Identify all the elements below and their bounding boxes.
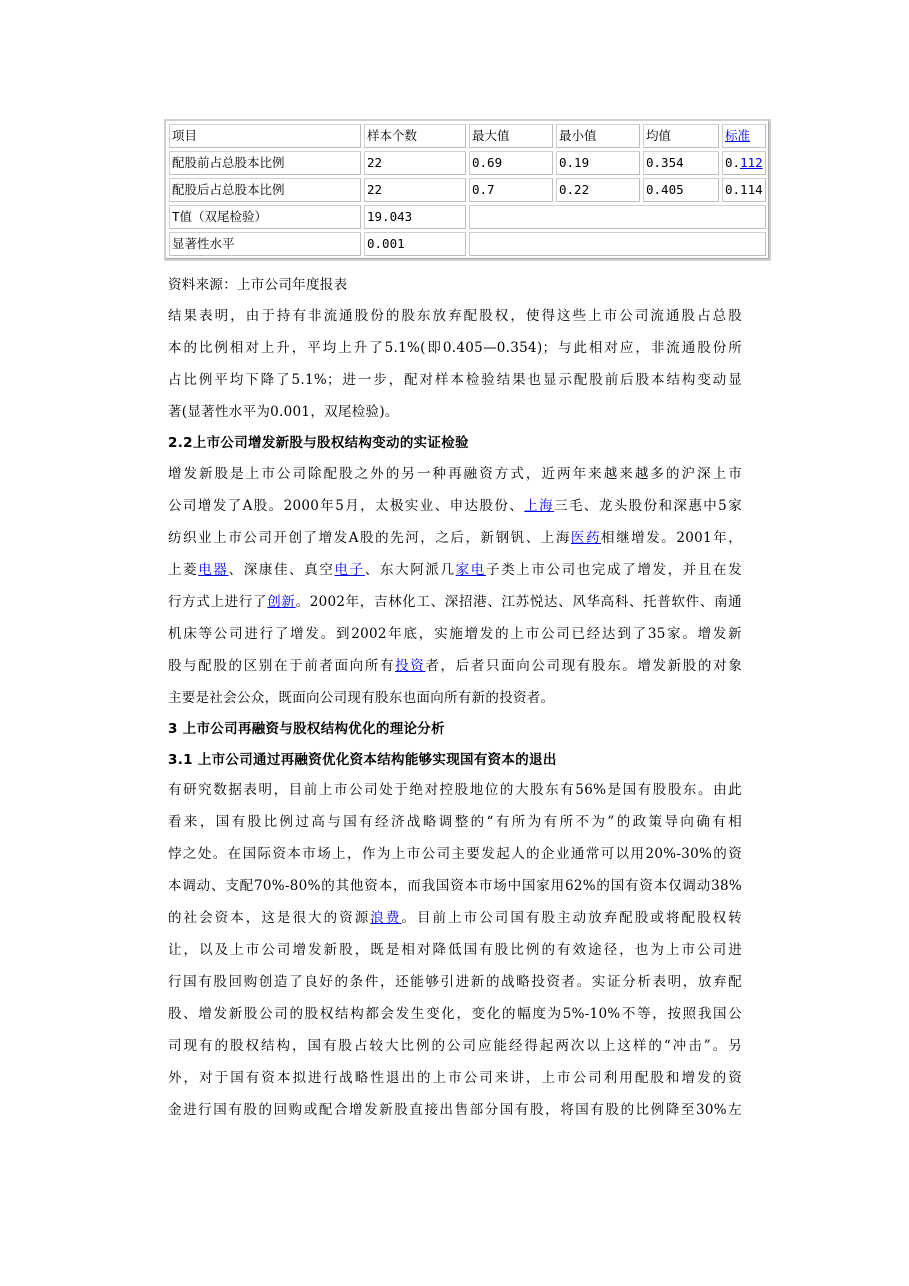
paragraph-line bbox=[168, 558, 742, 578]
link-medicine[interactable]: 医药 bbox=[570, 530, 602, 546]
table-cell: 0.7 bbox=[469, 178, 553, 202]
paragraph-line: 本的比例相对上升，平均上升了5.1%(即0.405—0.354)；与此相对应，非流通股份所 bbox=[168, 340, 742, 356]
table-cell: 22 bbox=[364, 151, 466, 175]
paragraph-line: 看来，国有股比例过高与国有经济战略调整的“有所为有所不为”的政策导向确有相 bbox=[168, 814, 742, 830]
paragraph-line: 结果表明，由于持有非流通股份的股东放弃配股权，使得这些上市公司流通股占总股 bbox=[168, 308, 742, 324]
paragraph-line bbox=[168, 590, 742, 610]
table-header-cell: 最小值 bbox=[556, 124, 640, 148]
table-header-row bbox=[169, 124, 766, 148]
paragraph-line: 占比例平均下降了5.1%；进一步，配对样本检验结果也显示配股前后股本结构变动显 bbox=[168, 372, 742, 388]
paragraph-line bbox=[168, 906, 742, 926]
table-header-cell: 项目 bbox=[169, 124, 361, 148]
text-run: 公司增发了A股。2000年5月，太极实业、申达股份、 bbox=[168, 498, 525, 514]
text-run: 、深康佳、真空 bbox=[228, 562, 335, 578]
text-run: 子类上市公司也完成了增发，并且在发 bbox=[485, 562, 742, 578]
paragraph-line: 行国有股回购创造了良好的条件，还能够引进新的战略投资者。实证分析表明，放弃配 bbox=[168, 974, 742, 990]
paragraph-line bbox=[168, 654, 742, 674]
section-heading: 2.2上市公司增发新股与股权结构变动的实证检验 bbox=[168, 435, 469, 451]
text-run: 的社会资本，这是很大的资源 bbox=[168, 910, 371, 926]
paragraph-line: 机床等公司进行了增发。到2002年底，实施增发的上市公司已经达到了35家。增发新 bbox=[168, 626, 742, 642]
table-cell: 0.114 bbox=[722, 178, 766, 202]
link-electrical[interactable]: 电器 bbox=[198, 562, 229, 578]
text-run: 股与配股的区别在于前者面向所有 bbox=[168, 658, 396, 674]
paragraph-line: 本调动、支配70%-80%的其他资本，而我国资本市场中国家用62%的国有资本仅调动38% bbox=[168, 878, 742, 894]
t-value: 19.043 bbox=[364, 205, 466, 229]
table-header-cell: 均值 bbox=[643, 124, 719, 148]
empty-cell bbox=[469, 205, 766, 229]
std-link[interactable]: 标准 bbox=[725, 128, 751, 143]
table-cell: 0.19 bbox=[556, 151, 640, 175]
table-cell: 22 bbox=[364, 178, 466, 202]
paragraph-line: 金进行国有股的回购或配合增发新股直接出售部分国有股，将国有股的比例降至30%左 bbox=[168, 1102, 742, 1118]
table-cell-std bbox=[722, 151, 766, 175]
paragraph-line: 股、增发新股公司的股权结构都会发生变化，变化的幅度为5%-10%不等，按照我国公 bbox=[168, 1006, 742, 1022]
table-row bbox=[169, 151, 766, 175]
table-cell: 配股后占总股本比例 bbox=[169, 178, 361, 202]
table-source-note: 资料来源：上市公司年度报表 bbox=[168, 277, 348, 293]
paragraph-line: 增发新股是上市公司除配股之外的另一种再融资方式，近两年来越来越多的沪深上市 bbox=[168, 466, 742, 482]
paragraph-line: 外，对于国有资本拟进行战略性退出的上市公司来讲，上市公司利用配股和增发的资 bbox=[168, 1070, 742, 1086]
link-electronics[interactable]: 电子 bbox=[334, 562, 365, 578]
table-header-cell: 样本个数 bbox=[364, 124, 466, 148]
table-row bbox=[169, 232, 766, 256]
link-waste[interactable]: 浪费 bbox=[370, 910, 402, 926]
text-run: 、东大阿派几 bbox=[364, 562, 456, 578]
t-value-label: T值（双尾检验） bbox=[169, 205, 361, 229]
paragraph-line: 让，以及上市公司增发新股，既是相对降低国有股比例的有效途径，也为上市公司进 bbox=[168, 942, 742, 958]
paragraph-line bbox=[168, 494, 742, 514]
text-run: 行方式上进行了 bbox=[168, 594, 268, 610]
text-run: 上菱 bbox=[168, 562, 199, 578]
table-header-cell: 最大值 bbox=[469, 124, 553, 148]
text-run: 相继增发。2001年， bbox=[601, 530, 742, 546]
table-cell: 0.354 bbox=[643, 151, 719, 175]
table-row bbox=[169, 205, 766, 229]
table-cell: 0.69 bbox=[469, 151, 553, 175]
link-appliances[interactable]: 家电 bbox=[455, 562, 486, 578]
link-investment[interactable]: 投资 bbox=[395, 658, 426, 674]
table-cell: 0.22 bbox=[556, 178, 640, 202]
significance-value: 0.001 bbox=[364, 232, 466, 256]
std-prefix: 0. bbox=[725, 155, 741, 170]
table-row bbox=[169, 178, 766, 202]
link-shanghai[interactable]: 上海 bbox=[524, 498, 555, 514]
text-run: 。2002年，吉林化工、深招港、江苏悦达、风华高科、托普软件、南通 bbox=[295, 594, 742, 610]
text-run: 。目前上市公司国有股主动放弃配股或将配股权转 bbox=[401, 910, 742, 926]
empty-cell bbox=[469, 232, 766, 256]
table-cell: 0.405 bbox=[643, 178, 719, 202]
paragraph-line: 悖之处。在国际资本市场上，作为上市公司主要发起人的企业通常可以用20%-30%的资 bbox=[168, 846, 742, 862]
text-run: 纺织业上市公司开创了增发A股的先河，之后，新钢钒、上海 bbox=[168, 530, 571, 546]
text-run: 三毛、龙头股份和深惠中5家 bbox=[554, 498, 742, 514]
paragraph-line bbox=[168, 526, 742, 546]
paragraph-line: 有研究数据表明，目前上市公司处于绝对控股地位的大股东有56%是国有股股东。由此 bbox=[168, 782, 742, 798]
section-heading: 3 上市公司再融资与股权结构优化的理论分析 bbox=[168, 721, 445, 737]
significance-label: 显著性水平 bbox=[169, 232, 361, 256]
paragraph-line: 著(显著性水平为0.001，双尾检验)。 bbox=[168, 404, 399, 420]
stats-table bbox=[164, 119, 771, 261]
table-header-std-cell bbox=[722, 124, 766, 148]
link-innovation[interactable]: 创新 bbox=[267, 594, 296, 610]
paragraph-line: 主要是社会公众，既面向公司现有股东也面向所有新的投资者。 bbox=[168, 690, 555, 706]
paragraph-line: 司现有的股权结构，国有股占较大比例的公司应能经得起两次以上这样的“冲击”。另 bbox=[168, 1038, 742, 1054]
table-cell: 配股前占总股本比例 bbox=[169, 151, 361, 175]
std-value-link[interactable]: 112 bbox=[740, 155, 763, 170]
text-run: 者，后者只面向公司现有股东。增发新股的对象 bbox=[425, 658, 742, 674]
subsection-heading: 3.1 上市公司通过再融资优化资本结构能够实现国有资本的退出 bbox=[168, 752, 557, 768]
